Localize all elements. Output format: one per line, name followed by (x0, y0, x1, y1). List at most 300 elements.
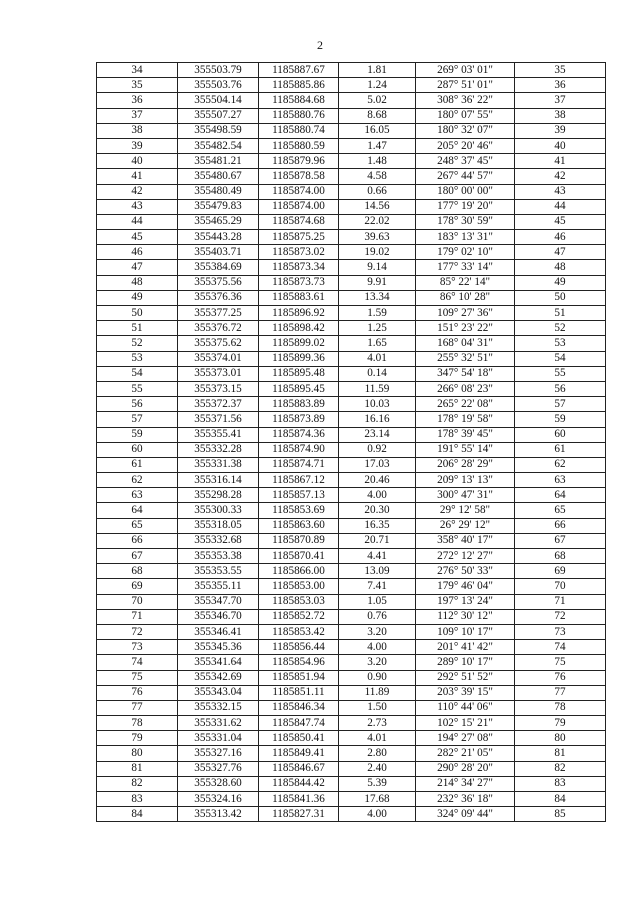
cell-point-to: 70 (515, 579, 606, 594)
cell-y-coordinate: 1185874.90 (259, 442, 339, 457)
cell-y-coordinate: 1185857.13 (259, 488, 339, 503)
cell-distance: 0.66 (339, 184, 416, 199)
cell-point-to: 54 (515, 351, 606, 366)
cell-point-to: 50 (515, 290, 606, 305)
cell-x-coordinate: 355479.83 (178, 199, 259, 214)
cell-distance: 0.92 (339, 442, 416, 457)
cell-point-to: 41 (515, 154, 606, 169)
cell-distance: 5.02 (339, 93, 416, 108)
table-row (97, 518, 606, 533)
cell-point-from: 67 (97, 549, 178, 564)
cell-bearing: 102° 15' 21" (416, 716, 515, 731)
cell-bearing: 86° 10' 28" (416, 290, 515, 305)
cell-point-from: 84 (97, 807, 178, 822)
cell-y-coordinate: 1185827.31 (259, 807, 339, 822)
cell-y-coordinate: 1185874.36 (259, 427, 339, 442)
cell-distance: 4.01 (339, 351, 416, 366)
table-row (97, 473, 606, 488)
table-row (97, 670, 606, 685)
cell-distance: 17.03 (339, 457, 416, 472)
cell-bearing: 287° 51' 01" (416, 78, 515, 93)
cell-point-from: 39 (97, 138, 178, 153)
cell-bearing: 194° 27' 08" (416, 731, 515, 746)
cell-point-from: 73 (97, 640, 178, 655)
cell-point-from: 37 (97, 108, 178, 123)
cell-distance: 9.91 (339, 275, 416, 290)
table-row (97, 609, 606, 624)
cell-distance: 17.68 (339, 792, 416, 807)
cell-point-to: 42 (515, 169, 606, 184)
cell-point-to: 51 (515, 306, 606, 321)
cell-point-to: 63 (515, 473, 606, 488)
cell-point-from: 60 (97, 442, 178, 457)
cell-distance: 3.20 (339, 655, 416, 670)
cell-point-from: 83 (97, 792, 178, 807)
cell-distance: 1.05 (339, 594, 416, 609)
cell-point-to: 40 (515, 138, 606, 153)
cell-y-coordinate: 1185853.00 (259, 579, 339, 594)
cell-distance: 22.02 (339, 214, 416, 229)
cell-distance: 13.34 (339, 290, 416, 305)
cell-point-from: 46 (97, 245, 178, 260)
cell-x-coordinate: 355443.28 (178, 230, 259, 245)
cell-point-from: 69 (97, 579, 178, 594)
cell-y-coordinate: 1185846.34 (259, 700, 339, 715)
cell-y-coordinate: 1185896.92 (259, 306, 339, 321)
cell-y-coordinate: 1185880.76 (259, 108, 339, 123)
cell-y-coordinate: 1185880.59 (259, 138, 339, 153)
cell-bearing: 214° 34' 27" (416, 776, 515, 791)
cell-bearing: 179° 46' 04" (416, 579, 515, 594)
cell-x-coordinate: 355373.15 (178, 381, 259, 396)
cell-distance: 16.35 (339, 518, 416, 533)
cell-x-coordinate: 355498.59 (178, 123, 259, 138)
cell-x-coordinate: 355300.33 (178, 503, 259, 518)
cell-point-from: 41 (97, 169, 178, 184)
cell-bearing: 180° 00' 00" (416, 184, 515, 199)
cell-x-coordinate: 355345.36 (178, 640, 259, 655)
coordinates-table (96, 62, 606, 822)
cell-point-to: 60 (515, 427, 606, 442)
cell-x-coordinate: 355332.28 (178, 442, 259, 457)
cell-distance: 20.30 (339, 503, 416, 518)
cell-x-coordinate: 355353.55 (178, 564, 259, 579)
cell-bearing: 347° 54' 18" (416, 366, 515, 381)
cell-point-to: 85 (515, 807, 606, 822)
table-row (97, 700, 606, 715)
cell-point-from: 70 (97, 594, 178, 609)
cell-y-coordinate: 1185883.61 (259, 290, 339, 305)
table-row (97, 78, 606, 93)
cell-point-to: 72 (515, 609, 606, 624)
cell-y-coordinate: 1185895.45 (259, 381, 339, 396)
cell-y-coordinate: 1185879.96 (259, 154, 339, 169)
cell-x-coordinate: 355465.29 (178, 214, 259, 229)
cell-point-from: 38 (97, 123, 178, 138)
cell-y-coordinate: 1185841.36 (259, 792, 339, 807)
cell-y-coordinate: 1185863.60 (259, 518, 339, 533)
table-row (97, 549, 606, 564)
cell-y-coordinate: 1185880.74 (259, 123, 339, 138)
cell-y-coordinate: 1185851.11 (259, 685, 339, 700)
cell-distance: 2.40 (339, 761, 416, 776)
cell-bearing: 209° 13' 13" (416, 473, 515, 488)
cell-point-to: 68 (515, 549, 606, 564)
cell-bearing: 308° 36' 22" (416, 93, 515, 108)
cell-bearing: 26° 29' 12" (416, 518, 515, 533)
cell-distance: 1.81 (339, 63, 416, 78)
cell-x-coordinate: 355343.04 (178, 685, 259, 700)
cell-point-from: 57 (97, 412, 178, 427)
cell-point-from: 55 (97, 381, 178, 396)
cell-distance: 4.01 (339, 731, 416, 746)
cell-bearing: 232° 36' 18" (416, 792, 515, 807)
cell-point-to: 56 (515, 381, 606, 396)
cell-distance: 1.59 (339, 306, 416, 321)
cell-x-coordinate: 355384.69 (178, 260, 259, 275)
cell-point-to: 62 (515, 457, 606, 472)
cell-distance: 2.80 (339, 746, 416, 761)
cell-bearing: 178° 30' 59" (416, 214, 515, 229)
cell-x-coordinate: 355332.68 (178, 533, 259, 548)
cell-distance: 20.71 (339, 533, 416, 548)
cell-y-coordinate: 1185874.00 (259, 199, 339, 214)
cell-x-coordinate: 355332.15 (178, 700, 259, 715)
table-row (97, 397, 606, 412)
cell-y-coordinate: 1185875.25 (259, 230, 339, 245)
cell-y-coordinate: 1185854.96 (259, 655, 339, 670)
cell-point-from: 75 (97, 670, 178, 685)
table-row (97, 199, 606, 214)
cell-x-coordinate: 355331.62 (178, 716, 259, 731)
table-row (97, 488, 606, 503)
cell-x-coordinate: 355371.56 (178, 412, 259, 427)
cell-x-coordinate: 355328.60 (178, 776, 259, 791)
cell-bearing: 109° 10' 17" (416, 624, 515, 639)
cell-bearing: 292° 51' 52" (416, 670, 515, 685)
cell-bearing: 248° 37' 45" (416, 154, 515, 169)
cell-point-to: 67 (515, 533, 606, 548)
cell-distance: 16.16 (339, 412, 416, 427)
cell-point-to: 75 (515, 655, 606, 670)
cell-distance: 4.00 (339, 807, 416, 822)
cell-x-coordinate: 355298.28 (178, 488, 259, 503)
cell-bearing: 206° 28' 29" (416, 457, 515, 472)
cell-point-to: 59 (515, 412, 606, 427)
cell-bearing: 178° 19' 58" (416, 412, 515, 427)
cell-bearing: 276° 50' 33" (416, 564, 515, 579)
table-row (97, 776, 606, 791)
cell-bearing: 282° 21' 05" (416, 746, 515, 761)
cell-y-coordinate: 1185878.58 (259, 169, 339, 184)
cell-x-coordinate: 355481.21 (178, 154, 259, 169)
cell-point-from: 68 (97, 564, 178, 579)
cell-x-coordinate: 355313.42 (178, 807, 259, 822)
cell-x-coordinate: 355482.54 (178, 138, 259, 153)
cell-point-to: 44 (515, 199, 606, 214)
cell-bearing: 168° 04' 31" (416, 336, 515, 351)
cell-bearing: 110° 44' 06" (416, 700, 515, 715)
cell-point-to: 39 (515, 123, 606, 138)
cell-x-coordinate: 355316.14 (178, 473, 259, 488)
cell-point-to: 61 (515, 442, 606, 457)
cell-distance: 9.14 (339, 260, 416, 275)
table-row (97, 93, 606, 108)
cell-point-to: 37 (515, 93, 606, 108)
cell-x-coordinate: 355324.16 (178, 792, 259, 807)
cell-point-from: 44 (97, 214, 178, 229)
cell-x-coordinate: 355374.01 (178, 351, 259, 366)
cell-distance: 19.02 (339, 245, 416, 260)
cell-y-coordinate: 1185850.41 (259, 731, 339, 746)
cell-point-from: 34 (97, 63, 178, 78)
cell-point-from: 59 (97, 427, 178, 442)
cell-distance: 4.58 (339, 169, 416, 184)
cell-bearing: 180° 32' 07" (416, 123, 515, 138)
cell-y-coordinate: 1185846.67 (259, 761, 339, 776)
cell-x-coordinate: 355503.76 (178, 78, 259, 93)
cell-bearing: 151° 23' 22" (416, 321, 515, 336)
cell-point-from: 65 (97, 518, 178, 533)
page-number: 2 (317, 38, 323, 52)
cell-x-coordinate: 355347.70 (178, 594, 259, 609)
cell-bearing: 180° 07' 55" (416, 108, 515, 123)
cell-point-from: 71 (97, 609, 178, 624)
cell-bearing: 300° 47' 31" (416, 488, 515, 503)
cell-distance: 11.89 (339, 685, 416, 700)
cell-point-from: 82 (97, 776, 178, 791)
cell-bearing: 191° 55' 14" (416, 442, 515, 457)
cell-point-to: 36 (515, 78, 606, 93)
cell-distance: 4.00 (339, 488, 416, 503)
cell-point-to: 69 (515, 564, 606, 579)
cell-point-from: 54 (97, 366, 178, 381)
table-row (97, 761, 606, 776)
cell-distance: 1.50 (339, 700, 416, 715)
cell-point-to: 47 (515, 245, 606, 260)
cell-bearing: 85° 22' 14" (416, 275, 515, 290)
table-row (97, 792, 606, 807)
cell-bearing: 201° 41' 42" (416, 640, 515, 655)
cell-x-coordinate: 355327.76 (178, 761, 259, 776)
table-row (97, 214, 606, 229)
cell-x-coordinate: 355355.41 (178, 427, 259, 442)
cell-point-to: 53 (515, 336, 606, 351)
cell-point-to: 49 (515, 275, 606, 290)
cell-point-from: 81 (97, 761, 178, 776)
cell-point-from: 63 (97, 488, 178, 503)
cell-bearing: 183° 13' 31" (416, 230, 515, 245)
cell-y-coordinate: 1185874.00 (259, 184, 339, 199)
cell-bearing: 269° 03' 01" (416, 63, 515, 78)
cell-bearing: 272° 12' 27" (416, 549, 515, 564)
table-row (97, 427, 606, 442)
cell-y-coordinate: 1185853.03 (259, 594, 339, 609)
cell-y-coordinate: 1185853.42 (259, 624, 339, 639)
cell-x-coordinate: 355373.01 (178, 366, 259, 381)
cell-bearing: 197° 13' 24" (416, 594, 515, 609)
cell-x-coordinate: 355503.79 (178, 63, 259, 78)
cell-y-coordinate: 1185849.41 (259, 746, 339, 761)
table-row (97, 564, 606, 579)
table-row (97, 624, 606, 639)
cell-bearing: 109° 27' 36" (416, 306, 515, 321)
cell-y-coordinate: 1185873.73 (259, 275, 339, 290)
cell-y-coordinate: 1185851.94 (259, 670, 339, 685)
cell-y-coordinate: 1185873.34 (259, 260, 339, 275)
cell-point-from: 62 (97, 473, 178, 488)
cell-distance: 39.63 (339, 230, 416, 245)
table-row (97, 442, 606, 457)
table-row (97, 108, 606, 123)
cell-x-coordinate: 355327.16 (178, 746, 259, 761)
cell-bearing: 112° 30' 12" (416, 609, 515, 624)
cell-y-coordinate: 1185866.00 (259, 564, 339, 579)
cell-x-coordinate: 355355.11 (178, 579, 259, 594)
cell-bearing: 358° 40' 17" (416, 533, 515, 548)
cell-distance: 11.59 (339, 381, 416, 396)
cell-x-coordinate: 355331.04 (178, 731, 259, 746)
cell-point-from: 64 (97, 503, 178, 518)
cell-x-coordinate: 355504.14 (178, 93, 259, 108)
table-row (97, 746, 606, 761)
cell-distance: 1.65 (339, 336, 416, 351)
cell-distance: 7.41 (339, 579, 416, 594)
cell-point-to: 74 (515, 640, 606, 655)
cell-point-to: 45 (515, 214, 606, 229)
cell-x-coordinate: 355346.70 (178, 609, 259, 624)
cell-bearing: 203° 39' 15" (416, 685, 515, 700)
cell-point-from: 74 (97, 655, 178, 670)
table-row (97, 275, 606, 290)
cell-bearing: 290° 28' 20" (416, 761, 515, 776)
cell-bearing: 179° 02' 10" (416, 245, 515, 260)
cell-point-to: 71 (515, 594, 606, 609)
cell-distance: 8.68 (339, 108, 416, 123)
cell-x-coordinate: 355318.05 (178, 518, 259, 533)
cell-point-from: 51 (97, 321, 178, 336)
cell-point-to: 38 (515, 108, 606, 123)
cell-distance: 3.20 (339, 624, 416, 639)
cell-distance: 4.00 (339, 640, 416, 655)
cell-point-to: 80 (515, 731, 606, 746)
cell-point-to: 84 (515, 792, 606, 807)
table-row (97, 245, 606, 260)
cell-y-coordinate: 1185870.41 (259, 549, 339, 564)
cell-point-from: 56 (97, 397, 178, 412)
cell-point-to: 66 (515, 518, 606, 533)
table-row (97, 138, 606, 153)
cell-distance: 14.56 (339, 199, 416, 214)
cell-x-coordinate: 355376.36 (178, 290, 259, 305)
cell-point-from: 47 (97, 260, 178, 275)
cell-y-coordinate: 1185844.42 (259, 776, 339, 791)
cell-point-to: 82 (515, 761, 606, 776)
cell-distance: 16.05 (339, 123, 416, 138)
cell-point-from: 35 (97, 78, 178, 93)
cell-bearing: 255° 32' 51" (416, 351, 515, 366)
table-row (97, 655, 606, 670)
coordinates-table-body (97, 63, 606, 822)
cell-point-to: 73 (515, 624, 606, 639)
cell-distance: 4.41 (339, 549, 416, 564)
table-row (97, 321, 606, 336)
cell-bearing: 177° 33' 14" (416, 260, 515, 275)
table-row (97, 260, 606, 275)
cell-y-coordinate: 1185847.74 (259, 716, 339, 731)
cell-distance: 10.03 (339, 397, 416, 412)
cell-x-coordinate: 355341.64 (178, 655, 259, 670)
table-row (97, 412, 606, 427)
cell-x-coordinate: 355377.25 (178, 306, 259, 321)
cell-distance: 1.25 (339, 321, 416, 336)
cell-point-to: 79 (515, 716, 606, 731)
cell-point-to: 55 (515, 366, 606, 381)
cell-point-to: 57 (515, 397, 606, 412)
cell-x-coordinate: 355346.41 (178, 624, 259, 639)
table-row (97, 594, 606, 609)
cell-y-coordinate: 1185873.89 (259, 412, 339, 427)
table-row (97, 184, 606, 199)
cell-point-from: 79 (97, 731, 178, 746)
table-row (97, 169, 606, 184)
table-row (97, 716, 606, 731)
cell-point-from: 76 (97, 685, 178, 700)
table-row (97, 123, 606, 138)
cell-point-to: 81 (515, 746, 606, 761)
table-row (97, 366, 606, 381)
table-row (97, 381, 606, 396)
cell-distance: 1.47 (339, 138, 416, 153)
table-row (97, 807, 606, 822)
cell-bearing: 289° 10' 17" (416, 655, 515, 670)
table-row (97, 154, 606, 169)
table-row (97, 290, 606, 305)
table-row (97, 731, 606, 746)
cell-y-coordinate: 1185899.02 (259, 336, 339, 351)
cell-point-from: 49 (97, 290, 178, 305)
cell-point-from: 53 (97, 351, 178, 366)
cell-y-coordinate: 1185874.71 (259, 457, 339, 472)
cell-point-to: 77 (515, 685, 606, 700)
cell-y-coordinate: 1185853.69 (259, 503, 339, 518)
cell-y-coordinate: 1185874.68 (259, 214, 339, 229)
cell-point-to: 48 (515, 260, 606, 275)
cell-point-to: 78 (515, 700, 606, 715)
table-row (97, 63, 606, 78)
cell-distance: 1.24 (339, 78, 416, 93)
cell-x-coordinate: 355342.69 (178, 670, 259, 685)
cell-x-coordinate: 355375.62 (178, 336, 259, 351)
cell-bearing: 177° 19' 20" (416, 199, 515, 214)
cell-distance: 20.46 (339, 473, 416, 488)
cell-x-coordinate: 355480.49 (178, 184, 259, 199)
cell-distance: 1.48 (339, 154, 416, 169)
cell-point-from: 50 (97, 306, 178, 321)
cell-y-coordinate: 1185870.89 (259, 533, 339, 548)
table-row (97, 351, 606, 366)
cell-x-coordinate: 355480.67 (178, 169, 259, 184)
table-row (97, 336, 606, 351)
cell-point-to: 52 (515, 321, 606, 336)
cell-point-from: 45 (97, 230, 178, 245)
cell-bearing: 265° 22' 08" (416, 397, 515, 412)
cell-y-coordinate: 1185873.02 (259, 245, 339, 260)
cell-bearing: 266° 08' 23" (416, 381, 515, 396)
cell-distance: 0.90 (339, 670, 416, 685)
cell-y-coordinate: 1185898.42 (259, 321, 339, 336)
cell-point-from: 77 (97, 700, 178, 715)
